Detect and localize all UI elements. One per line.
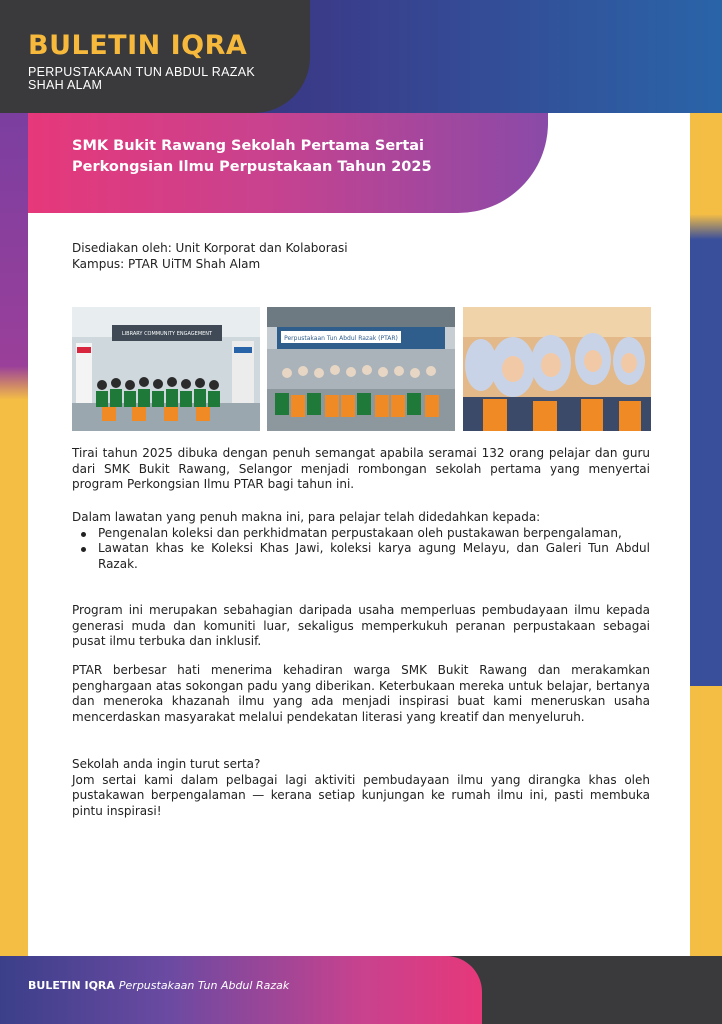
prepared-by: Disediakan oleh: Unit Korporat dan Kolaborasi <box>72 241 348 255</box>
newsletter-title: BULETIN IQRA <box>28 30 248 61</box>
photo-group-indoor <box>72 307 260 431</box>
paragraph-program: Program ini merupakan sebahagian daripada usaha memperluas pembudayaan ilmu kepada generasi muda dan komuniti luar, sekaligus memperkukuh peranan perpustakaan sebagai pusat ilmu terbuka dan inklusif. <box>72 603 650 648</box>
article-title-line2: Perkongsian Ilmu Perpustakaan Tahun 2025 <box>72 159 432 175</box>
left-decorative-strip <box>0 113 28 956</box>
paragraph-appreciation: PTAR berbesar hati menerima kehadiran warga SMK Bukit Rawang dan merakamkan penghargaan atas sokongan padu yang diberikan. Keterbukaan mereka untuk belajar, bertanya dan meneroka khazanah ilmu yang ada menjadi inspirasi buat kami meneruskan usaha mencerdaskan masyarakat melalui pendekatan literasi yang kreatif dan menyeluruh. <box>72 663 650 724</box>
footer-text <box>28 979 289 992</box>
right-decorative-strip <box>690 113 722 956</box>
list-item: Lawatan khas ke Koleksi Khas Jawi, koleksi karya agung Melayu, dan Galeri Tun Abdul Razak. <box>72 541 650 572</box>
article-title <box>72 136 512 178</box>
list-item: Pengenalan koleksi dan perkhidmatan perpustakaan oleh pustakawan berpengalaman, <box>72 526 650 542</box>
article-title-line1: SMK Bukit Rawang Sekolah Pertama Sertai <box>72 138 425 154</box>
newsletter-subtitle-line2: SHAH ALAM <box>28 78 103 92</box>
paragraph-visit <box>72 510 650 572</box>
paragraph-closing <box>72 757 650 819</box>
footer-subtitle: Perpustakaan Tun Abdul Razak <box>118 979 290 992</box>
photo-students-closeup <box>463 307 651 431</box>
photo-group-entrance <box>267 307 455 431</box>
footer-brand: BULETIN IQRA <box>28 979 115 992</box>
newsletter-subtitle-line1: PERPUSTAKAAN TUN ABDUL RAZAK <box>28 65 255 79</box>
article-meta <box>72 240 348 272</box>
photo1-banner-text: LIBRARY COMMUNITY ENGAGEMENT <box>121 331 213 337</box>
closing-text: Jom sertai kami dalam pelbagai lagi aktiviti pembudayaan ilmu yang dirangka khas oleh pustakawan berpengalaman — kerana setiap kunjungan ke rumah ilmu ini, pasti membuka pintu inspirasi! <box>72 772 650 818</box>
paragraph-visit-lead: Dalam lawatan yang penuh makna ini, para pelajar telah didedahkan kepada: <box>72 510 541 524</box>
closing-question: Sekolah anda ingin turut serta? <box>72 757 261 771</box>
photo2-sign-text: Perpustakaan Tun Abdul Razak (PTAR) <box>284 335 398 342</box>
newsletter-subtitle <box>28 66 298 92</box>
visit-bullet-list <box>72 526 650 573</box>
campus: Kampus: PTAR UiTM Shah Alam <box>72 257 261 271</box>
paragraph-intro: Tirai tahun 2025 dibuka dengan penuh semangat apabila seramai 132 orang pelajar dan guru dari SMK Bukit Rawang, Selangor menjadi rombongan sekolah pertama yang menyertai program Perkongsian Ilmu PTAR bagi tahun ini. <box>72 446 650 491</box>
